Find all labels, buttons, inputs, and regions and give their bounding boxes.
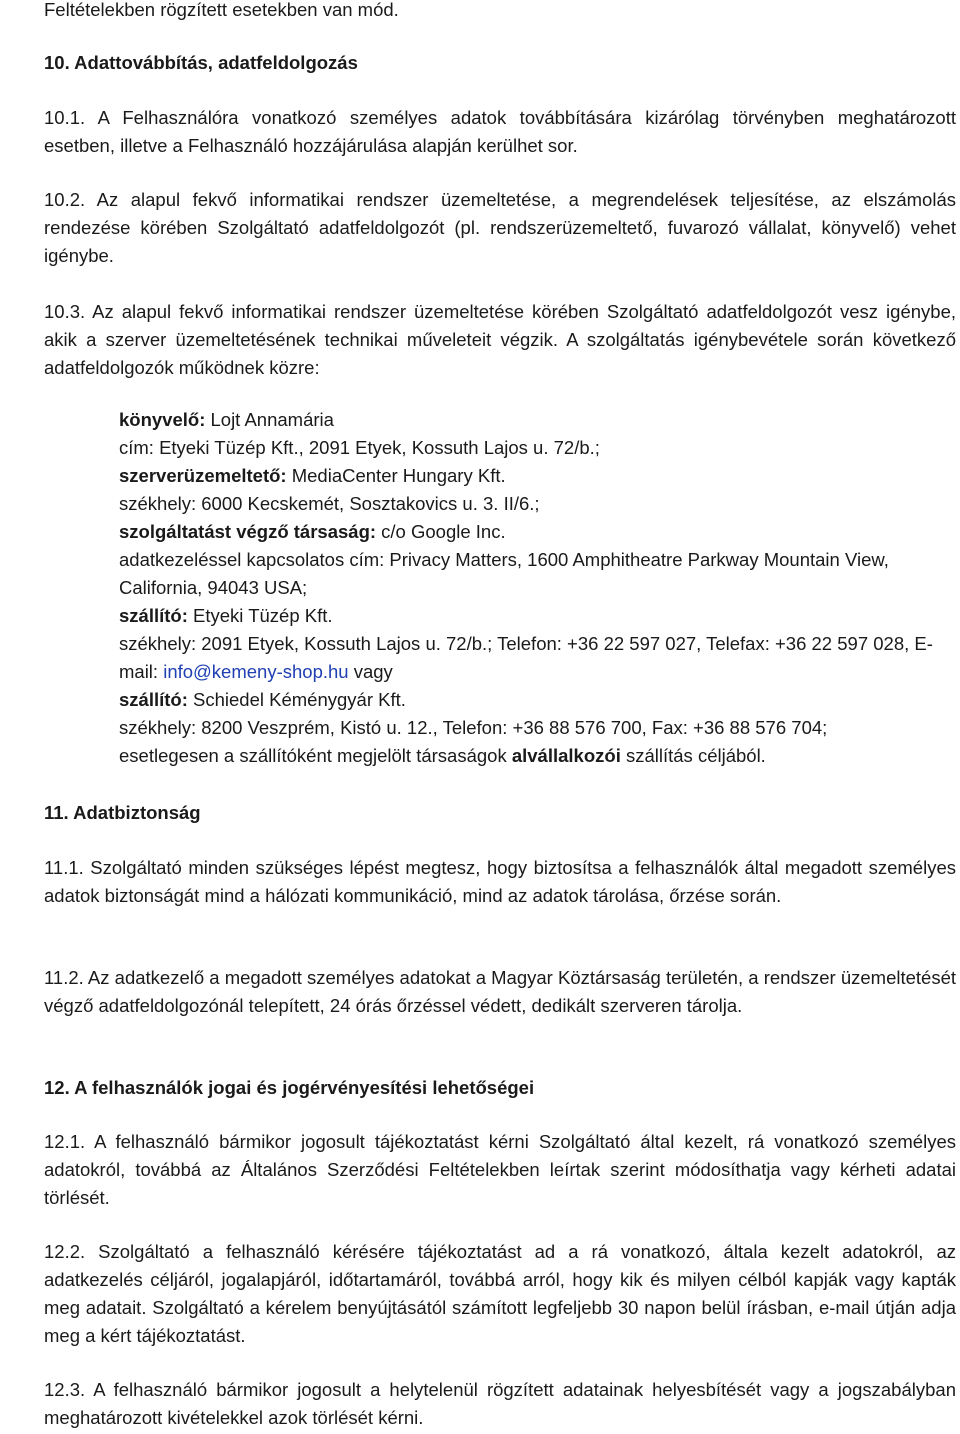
paragraph-12-2: 12.2. Szolgáltató a felhasználó kérésére tájékoztatást ad a rá vonatkozó, általa kezelt adatokról, az adatkezelés céljáról, jogalapjáról, időtartamáról, továbbá arról, hogy kik és milyen célból kapják vagy kapták meg adatait. Szolgáltató a kérelem benyújtásától számított legfeljebb 30 napon belül írásban, e-mail útján adja meg a kért tájékoztatást. — [44, 1241, 956, 1346]
processor-value: Schiedel Kéménygyár Kft. — [187, 689, 406, 710]
paragraph-10-2: 10.2. Az alapul fekvő informatikai rendszer üzemeltetése, a megrendelések teljesítése, az elszámolás rendezése körében Szolgáltató adatfeldolgozót (pl. rendszerüzemeltető, fuvarozó vállalat, könyvelő) vehet igénybe. — [44, 189, 956, 266]
processor-value: Etyeki Tüzép Kft. — [187, 605, 333, 626]
processor-value: c/o Google Inc. — [376, 521, 506, 542]
section-12-heading: 12. A felhasználók jogai és jogérvényesítési lehetőségei — [44, 1077, 535, 1098]
processor-value: Lojt Annamária — [205, 409, 334, 430]
email-link[interactable]: info@kemeny-shop.hu — [163, 661, 349, 682]
processor-label: szállító: — [119, 689, 188, 710]
processor-value: MediaCenter Hungary Kft. — [286, 465, 506, 486]
processor-accountant — [119, 406, 956, 434]
processor-address — [119, 630, 956, 686]
paragraph-12-3: 12.3. A felhasználó bármikor jogosult a helytelenül rögzített adatainak helyesbítését vagy a jogszabályban meghatározott kivételekkel azok törlését kérni. — [44, 1379, 956, 1428]
processor-label: szerverüzemeltető: — [119, 465, 287, 486]
section-10-heading: 10. Adattovábbítás, adatfeldolgozás — [44, 52, 358, 73]
section-11-heading: 11. Adatbiztonság — [44, 802, 201, 823]
processor-label: szállító: — [119, 605, 188, 626]
processor-address: cím: Etyeki Tüzép Kft., 2091 Etyek, Kossuth Lajos u. 72/b.; — [119, 437, 600, 458]
processor-address: adatkezeléssel kapcsolatos cím: Privacy Matters, 1600 Amphitheatre Parkway Mountain View, California, 94043 USA; — [119, 549, 889, 598]
address-text: szállítás céljából. — [620, 745, 766, 766]
processor-address: székhely: 6000 Kecskemét, Sosztakovics u. 3. II/6.; — [119, 493, 540, 514]
address-text: székhely: 2091 Etyek, Kossuth Lajos u. 72/b.; Telefon: +36 22 597 027, Telefax: +36 22 597 028, E-mail: — [119, 633, 933, 682]
processor-server-operator — [119, 462, 956, 490]
paragraph-12-1: 12.1. A felhasználó bármikor jogosult tájékoztatást kérni Szolgáltató által kezelt, rá vonatkozó személyes adatokról, továbbá az Általános Szerződési Feltételekben leírtak szerint módosíthatja vagy kérheti adatai törlését. — [44, 1131, 956, 1208]
address-text: vagy — [348, 661, 393, 682]
processor-label: könyvelő: — [119, 409, 206, 430]
processor-label: szolgáltatást végző társaság: — [119, 521, 377, 542]
paragraph-intro-tail: Feltételekben rögzített esetekben van mód. — [44, 0, 399, 20]
paragraph-11-1: 11.1. Szolgáltató minden szükséges lépést megtesz, hogy biztosítsa a felhasználók által megadott személyes adatok biztonságát mind a hálózati kommunikáció, mind az adatok tárolása, őrzése során. — [44, 857, 956, 906]
paragraph-11-2: 11.2. Az adatkezelő a megadott személyes adatokat a Magyar Köztársaság területén, a rendszer üzemeltetését végző adatfeldolgozónál telepített, 24 órás őrzéssel védett, dedikált szerveren tárolja. — [44, 967, 956, 1016]
paragraph-10-3: 10.3. Az alapul fekvő informatikai rendszer üzemeltetése körében Szolgáltató adatfeldolgozót vesz igénybe, akik a szerver üzemeltetésének technikai műveleteit végzik. A szolgáltatás igénybevétele során következő adatfeldolgozók működnek közre: — [44, 301, 956, 378]
processor-subcontractors — [119, 742, 956, 770]
address-text: esetlegesen a szállítóként megjelölt társaságok — [119, 745, 512, 766]
paragraph-10-1: 10.1. A Felhasználóra vonatkozó személyes adatok továbbítására kizárólag törvényben meghatározott esetben, illetve a Felhasználó hozzájárulása alapján kerülhet sor. — [44, 107, 956, 156]
bold-term: alvállalkozói — [511, 745, 621, 766]
processor-address: székhely: 8200 Veszprém, Kistó u. 12., Telefon: +36 88 576 700, Fax: +36 88 576 704; — [119, 717, 828, 738]
processor-shipper-1 — [119, 602, 956, 630]
processor-service-company — [119, 518, 956, 546]
processor-shipper-2 — [119, 686, 956, 714]
processor-list — [119, 406, 956, 770]
